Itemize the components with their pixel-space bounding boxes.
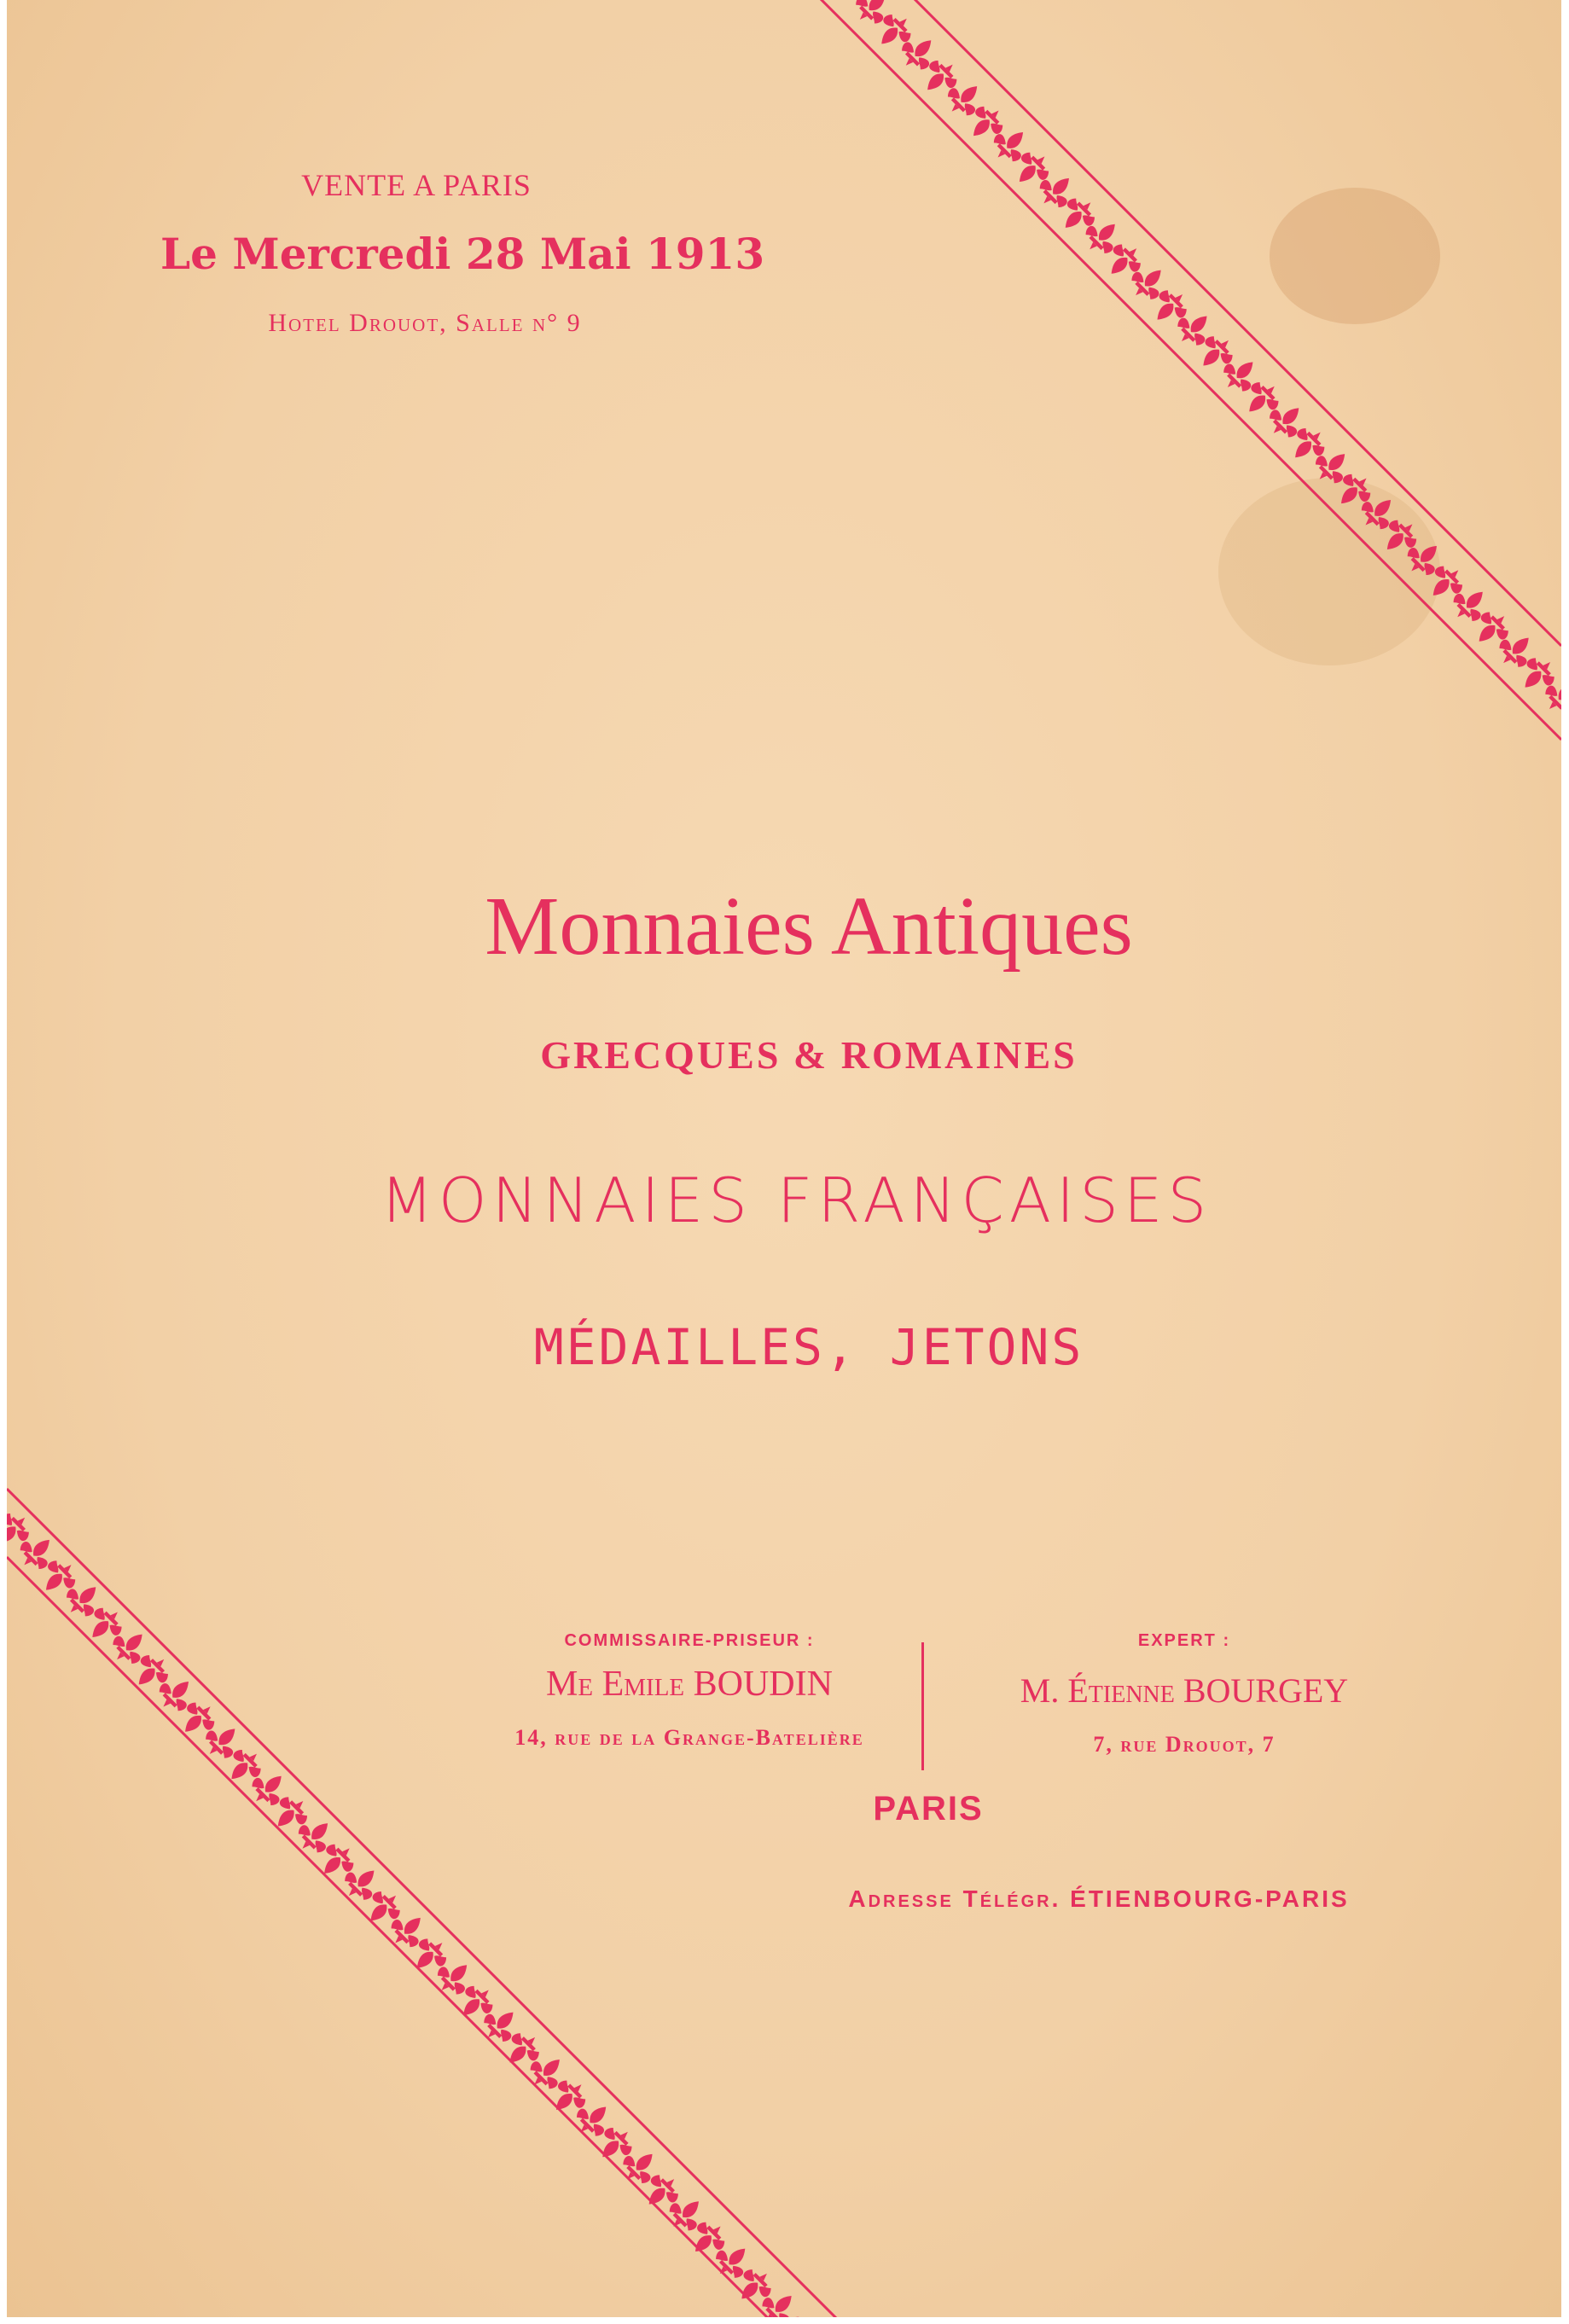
- subtitle-greek-roman: GRECQUES & ROMAINES: [540, 1033, 1078, 1077]
- fleuron-band-top: [805, 0, 1561, 740]
- auctioneer-role: COMMISSAIRE-PRISEUR :: [564, 1631, 815, 1650]
- expert-role: EXPERT :: [1137, 1631, 1231, 1650]
- expert-address: 7, rue Drouot, 7: [1093, 1732, 1276, 1757]
- subtitle-french-coins: MONNAIES FRANÇAISES: [380, 1165, 1212, 1236]
- catalogue-cover: [7, 0, 1561, 2317]
- auctioneer-address: 14, rue de la Grange-Batelière: [514, 1725, 864, 1750]
- column-divider: [921, 1642, 924, 1770]
- sale-location-heading: VENTE A PARIS: [301, 168, 532, 202]
- telegraph-address: Adresse Télégr. ÉTIENBOURG-PARIS: [848, 1885, 1350, 1912]
- expert-name: M. Étienne BOURGEY: [1020, 1671, 1349, 1710]
- subtitle-medals-tokens: MÉDAILLES, JETONS: [533, 1318, 1084, 1376]
- city: PARIS: [873, 1790, 984, 1827]
- top-right-fleuron-border: [7, 0, 1561, 2317]
- sale-venue: Hotel Drouot, Salle n° 9: [268, 309, 582, 337]
- main-title: Monnaies Antiques: [485, 880, 1133, 973]
- sale-date: Le Mercredi 28 Mai 1913: [160, 229, 765, 279]
- auctioneer-name: Me Emile BOUDIN: [546, 1665, 833, 1704]
